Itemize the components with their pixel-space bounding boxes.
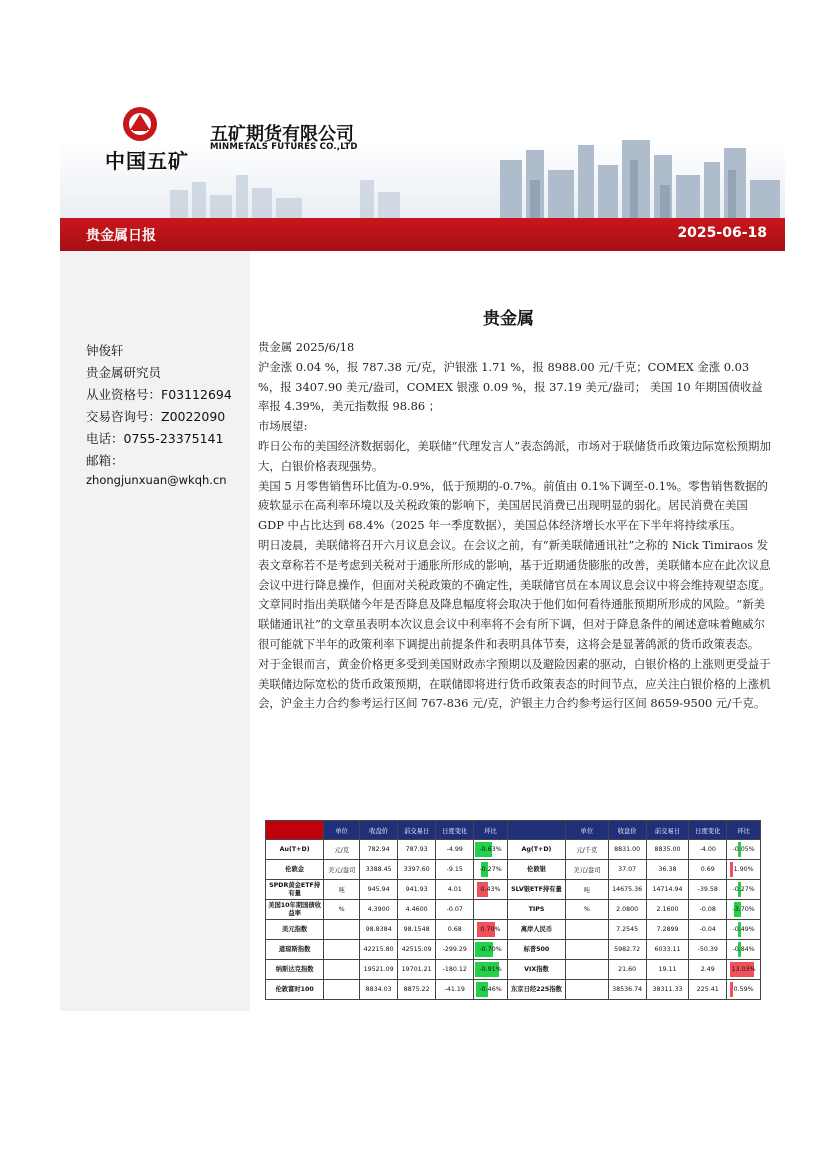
unit-cell: 美元/盎司: [566, 860, 609, 880]
pct-change-cell: [474, 920, 508, 940]
report-date-line: 贵金属 2025/6/18: [258, 340, 355, 354]
header-pct-change: 环比: [474, 821, 508, 840]
pct-change-label: 0.70%: [480, 926, 501, 933]
close-cell: 8834.03: [360, 980, 398, 1000]
prev-close-cell: 8835.00: [646, 840, 689, 860]
daily-change-cell: -9.15: [436, 860, 474, 880]
instrument-name: 伦敦金: [266, 860, 324, 880]
prev-close-cell: 19701.21: [398, 960, 436, 980]
pct-change-cell: [727, 980, 761, 1000]
daily-change-cell: -0.07: [436, 900, 474, 920]
daily-change-cell: 0.69: [689, 860, 727, 880]
pct-change-bar: [730, 982, 733, 997]
instrument-name: Ag(T+D): [507, 840, 565, 860]
pct-change-label: 0.59%: [733, 986, 754, 993]
analyst-name: 钟俊轩: [86, 343, 124, 358]
pct-change-label: -0.84%: [732, 946, 755, 953]
prev-close-cell: 941.93: [398, 880, 436, 900]
market-data-table: [265, 820, 761, 1000]
pct-change-cell: [727, 860, 761, 880]
table-row: [266, 900, 761, 920]
unit-cell: [324, 960, 360, 980]
logo-text: 中国五矿: [105, 149, 189, 173]
header-prev: 前交易日: [398, 821, 436, 840]
report-date: 2025-06-18: [677, 225, 767, 241]
analyst-email-label: 邮箱：: [86, 453, 124, 468]
daily-change-cell: -4.00: [689, 840, 727, 860]
pct-change-cell: [474, 940, 508, 960]
unit-cell: [324, 940, 360, 960]
table-row: [266, 920, 761, 940]
daily-change-cell: -41.19: [436, 980, 474, 1000]
company-name-cn: 五矿期货有限公司: [210, 124, 354, 145]
instrument-name: 伦敦富时100: [266, 980, 324, 1000]
close-cell: 21.60: [608, 960, 646, 980]
header-daily-change: 日度变化: [689, 821, 727, 840]
instrument-name: 纳斯达克指数: [266, 960, 324, 980]
instrument-name: 伦敦银: [507, 860, 565, 880]
unit-cell: [324, 920, 360, 940]
pct-change-cell: [474, 840, 508, 860]
close-cell: 4.3900: [360, 900, 398, 920]
header-prev: 前交易日: [646, 821, 689, 840]
instrument-name: SPDR黄金ETF持有量: [266, 880, 324, 900]
unit-cell: 吨: [324, 880, 360, 900]
header-unit: 单位: [566, 821, 609, 840]
outlook-heading: 市场展望:: [258, 419, 308, 434]
prev-close-cell: 36.38: [646, 860, 689, 880]
table-row: [266, 980, 761, 1000]
pct-change-label: -3.70%: [732, 906, 755, 913]
prev-close-cell: 6033.11: [646, 940, 689, 960]
prev-close-cell: 14714.94: [646, 880, 689, 900]
analyst-consult-number: 交易咨询号：Z0022090: [86, 409, 226, 424]
close-cell: 8831.00: [608, 840, 646, 860]
pct-change-label: -0.91%: [479, 966, 502, 973]
close-cell: 14675.36: [608, 880, 646, 900]
strategy-paragraph: 对于金银而言，黄金价格更多受到美国财政赤字预期以及避险因素的驱动，白银价格的上涨则更受益于美联储边际宽松的货币政策预期，在联储即将进行货币政策表态的时间节点，应关注白银价格的上涨机会，沪金主力合约参考运行区间 767-836 元/克，沪银主力合约参考运行区间 8659-9500 元/千克。: [258, 656, 771, 711]
unit-cell: [566, 960, 609, 980]
section-title: 贵金属: [483, 309, 534, 329]
prev-close-cell: 98.1548: [398, 920, 436, 940]
prev-close-cell: 8875.22: [398, 980, 436, 1000]
unit-cell: [324, 980, 360, 1000]
analyst-role: 贵金属研究员: [86, 365, 162, 380]
daily-change-cell: 0.68: [436, 920, 474, 940]
unit-cell: %: [324, 900, 360, 920]
daily-change-cell: 225.41: [689, 980, 727, 1000]
pct-change-label: -0.63%: [479, 846, 502, 853]
table-row: [266, 880, 761, 900]
analyst-phone: 电话：0755-23375141: [86, 431, 224, 446]
instrument-name: Au(T+D): [266, 840, 324, 860]
pct-change-cell: [474, 880, 508, 900]
pct-change-cell: [474, 960, 508, 980]
price-summary: 沪金涨 0.04 %，报 787.38 元/克，沪银涨 1.71 %，报 8988.00 元/千克；COMEX 金涨 0.03 %，报 3407.90 美元/盎司，COMEX 银涨 0.09 %，报 37.19 美元/盎司； 美国 10 年期国债收益率报 4.39%，美元指数报 98.86 ；: [258, 359, 763, 414]
pct-change-cell: [474, 980, 508, 1000]
instrument-name: TIPS: [507, 900, 565, 920]
report-body: [258, 338, 771, 714]
pct-change-label: -0.27%: [732, 886, 755, 893]
table-row: [266, 940, 761, 960]
header-pct-change: 环比: [727, 821, 761, 840]
instrument-name: 道琼斯指数: [266, 940, 324, 960]
table-corner-cell: [507, 821, 565, 840]
table-row: [266, 960, 761, 980]
close-cell: 945.94: [360, 880, 398, 900]
pct-change-label: -0.70%: [479, 946, 502, 953]
daily-change-cell: -0.08: [689, 900, 727, 920]
unit-cell: [566, 920, 609, 940]
table-header-row: [266, 821, 761, 840]
daily-change-cell: -0.04: [689, 920, 727, 940]
prev-close-cell: 3397.60: [398, 860, 436, 880]
prev-close-cell: 42515.09: [398, 940, 436, 960]
prev-close-cell: 38311.33: [646, 980, 689, 1000]
daily-change-cell: -299.29: [436, 940, 474, 960]
daily-change-cell: -50.39: [689, 940, 727, 960]
pct-change-label: -0.49%: [732, 926, 755, 933]
header-daily-change: 日度变化: [436, 821, 474, 840]
pct-change-cell: [727, 900, 761, 920]
pct-change-label: 1.90%: [733, 866, 754, 873]
pct-change-cell: [474, 860, 508, 880]
report-banner: [60, 218, 785, 251]
prev-close-cell: 4.4600: [398, 900, 436, 920]
unit-cell: 美元/盎司: [324, 860, 360, 880]
close-cell: 38536.74: [608, 980, 646, 1000]
table-row: [266, 840, 761, 860]
close-cell: 2.0800: [608, 900, 646, 920]
unit-cell: 吨: [566, 880, 609, 900]
pct-change-cell: [727, 940, 761, 960]
header-close: 收盘价: [360, 821, 398, 840]
company-name-en: MINMETALS FUTURES CO.,LTD: [210, 142, 358, 152]
pct-change-label: -0.46%: [479, 986, 502, 993]
prev-close-cell: 2.1600: [646, 900, 689, 920]
unit-cell: 元/克: [324, 840, 360, 860]
close-cell: 42215.80: [360, 940, 398, 960]
close-cell: 98.8384: [360, 920, 398, 940]
unit-cell: [566, 940, 609, 960]
pct-change-cell: [727, 920, 761, 940]
close-cell: 3388.45: [360, 860, 398, 880]
instrument-name: 离岸人民币: [507, 920, 565, 940]
pct-change-label: -0.27%: [479, 866, 502, 873]
report-title: 贵金属日报: [86, 228, 156, 244]
prev-close-cell: 787.93: [398, 840, 436, 860]
instrument-name: VIX指数: [507, 960, 565, 980]
pct-change-label: -0.05%: [732, 846, 755, 853]
daily-change-cell: 2.49: [689, 960, 727, 980]
instrument-name: 标普500: [507, 940, 565, 960]
unit-cell: %: [566, 900, 609, 920]
instrument-name: SLV银ETF持有量: [507, 880, 565, 900]
daily-change-cell: -4.99: [436, 840, 474, 860]
table-corner-cell: [266, 821, 324, 840]
header-close: 收盘价: [608, 821, 646, 840]
pct-change-bar: [730, 862, 733, 877]
retail-sales-paragraph: 美国 5 月零售销售环比值为-0.9%，低于预期的-0.7%。前值由 0.1%下调至-0.1%。零售销售数据的疲软显示在高利率环境以及关税政策的影响下，美国居民消费已出现明显的弱化。居民消费在美国 GDP 中占比达到 68.4%（2025 年一季度数据），美国总体经济增长水平在下半年将持续承压。: [258, 478, 768, 533]
unit-cell: [566, 980, 609, 1000]
close-cell: 7.2545: [608, 920, 646, 940]
daily-change-cell: -180.12: [436, 960, 474, 980]
header-unit: 单位: [324, 821, 360, 840]
pct-change-cell: [727, 840, 761, 860]
analyst-email[interactable]: zhongjunxuan@wkqh.cn: [86, 473, 227, 487]
instrument-name: 美元指数: [266, 920, 324, 940]
outlook-paragraph: 昨日公布的美国经济数据弱化，美联储“代理发言人”表态鸽派，市场对于联储货币政策边际宽松预期加大，白银价格表现强势。: [258, 438, 771, 473]
pct-change-cell: [727, 960, 761, 980]
daily-change-cell: -39.58: [689, 880, 727, 900]
pct-change-label: 0.43%: [480, 886, 501, 893]
prev-close-cell: 19.11: [646, 960, 689, 980]
unit-cell: 元/千克: [566, 840, 609, 860]
analyst-cert: 从业资格号：F03112694: [86, 387, 232, 402]
fomc-paragraph: 明日凌晨，美联储将召开六月议息会议。在会议之前，有“新美联储通讯社”之称的 Nick Timiraos 发表文章称若不是考虑到关税对于通胀所形成的影响，基于近期通货膨胀的改善，美联储本应在此次议息会议中进行降息操作，但面对关税政策的不确定性，美联储官员在本周议息会议中将会维持观望态度。文章同时指出美联储今年是否降息及降息幅度将会取决于他们如何看待通胀预期所形成的风险。“新美联储通讯社”的文章虽表明本次议息会议中利率将不会有所下调，但对于降息条件的阐述意味着鲍威尔很可能就下半年的政策利率下调提出前提条件和表明具体节奏，这将会是显著鸽派的货币政策表态。: [258, 537, 771, 651]
daily-change-cell: 4.01: [436, 880, 474, 900]
table-row: [266, 860, 761, 880]
instrument-name: 东京日经225指数: [507, 980, 565, 1000]
close-cell: 5982.72: [608, 940, 646, 960]
pct-change-cell: [474, 900, 508, 920]
close-cell: 19521.09: [360, 960, 398, 980]
pct-change-label: 13.03%: [731, 966, 756, 973]
close-cell: 37.07: [608, 860, 646, 880]
prev-close-cell: 7.2899: [646, 920, 689, 940]
close-cell: 782.94: [360, 840, 398, 860]
instrument-name: 美国10年期国债收益率: [266, 900, 324, 920]
pct-change-cell: [727, 880, 761, 900]
